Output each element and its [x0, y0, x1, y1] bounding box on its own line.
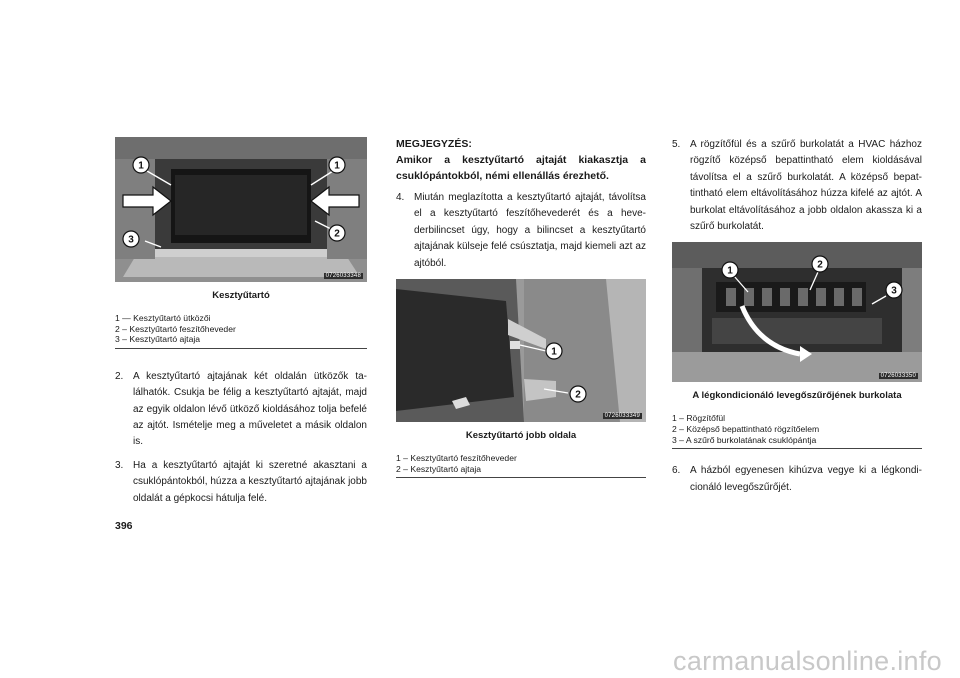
right-column [672, 137, 922, 503]
note-text: Amikor a kesztyűtartó ajtaját kiakasztja a csuklópántokból, némi ellenállás érezhető. [396, 154, 646, 182]
step-number: 4. [396, 192, 405, 203]
filter-cover-illustration [672, 242, 922, 382]
callout-2: 2 [817, 259, 823, 271]
step-text: A kesztyűtartó ajtajának két oldalán ütközők találhatók. Csukja be félig a kesztyűtartó ajtaját, majd az egyik oldalon lévő ütköző kioldásához tolja befelé az ajtót. Ismételje meg a műveletet a másik oldalon is. [133, 370, 367, 448]
note-heading: MEGJEGYZÉS: [396, 138, 472, 150]
legend-item: 3 – Kesztyűtartó ajtaja [115, 334, 201, 345]
step-6 [672, 463, 922, 496]
left-column [115, 137, 367, 514]
figure-code: 0726033350 [880, 373, 916, 380]
step-number: 3. [115, 459, 124, 471]
figure-caption: Kesztyűtartó jobb oldala [465, 430, 577, 442]
callout-1: 1 [551, 346, 557, 358]
step-text: A rögzítőfül és a szűrő burkolatát a HVAC házhoz rögzítő középső bepattintható elem kioldásával távolítsa el a szűrő burkolatát. A középső bepattintható elem eltávolításához húzza kifelé az ajtót. A burkolat eltávolításához a jobb oldalon akassza ki a szűrő burkolatát. [690, 139, 922, 233]
figure-caption: A légkondicionáló levegőszűrőjének burkolata [692, 390, 902, 402]
step-4 [396, 190, 646, 272]
middle-column [396, 137, 646, 478]
legend-item: 2 – Kesztyűtartó ajtaja [396, 463, 482, 474]
callout-1a: 1 [138, 160, 144, 172]
figure-legend [672, 413, 922, 449]
callout-1b: 1 [334, 160, 340, 172]
glovebox-right-figure [396, 279, 646, 422]
callout-2: 2 [334, 228, 340, 240]
figure-code: 0726033348 [325, 273, 361, 279]
glovebox-figure [115, 137, 367, 282]
page-number: 396 [115, 520, 133, 532]
figure-caption: Kesztyűtartó [212, 290, 270, 301]
glovebox-right-illustration [396, 279, 646, 422]
step-text: A házból egyenesen kihúzva vegye ki a légkondicionáló levegőszűrőjét. [690, 465, 922, 493]
step-number: 2. [115, 370, 124, 382]
legend-item: 3 – A szűrő burkolatának csuklópántja [672, 434, 817, 445]
step-3 [115, 458, 367, 507]
legend-item: 2 – Középső bepattintható rögzítőelem [672, 424, 820, 435]
legend-item: 2 – Kesztyűtartó feszítőheveder [115, 323, 236, 334]
step-number: 6. [672, 465, 681, 477]
step-text: Ha a kesztyűtartó ajtaját ki szeretné akasztani a csuklópántokból, húzza a kesztyűtartó ajtajának jobb oldalát a gépkocsi hátulja felé. [133, 459, 367, 504]
watermark-text: carmanualsonline.info [673, 646, 942, 676]
legend-item: 1 – Rögzítőfül [672, 413, 726, 424]
step-5 [672, 137, 922, 235]
glovebox-illustration [115, 137, 367, 282]
step-text: Miután meglazította a kesztyűtartó ajtaját, távolítsa el a kesztyűtartó feszítőhevederét és a hevederbilincset úgy, hogy a bilincset a kesztyűtartó ajtajának külseje felé csúsztatja, majd kiemeli azt az ajtóból. [414, 192, 646, 269]
figure-code: 0726033349 [604, 413, 640, 420]
callout-3: 3 [891, 285, 897, 297]
filter-cover-figure [672, 242, 922, 382]
callout-2: 2 [575, 389, 581, 401]
callout-3: 3 [128, 234, 134, 246]
watermark-bar [0, 642, 960, 678]
legend-item: 1 – Kesztyűtartó feszítőheveder [396, 453, 517, 464]
legend-item: 1 — Kesztyűtartó ütközői [115, 313, 211, 323]
callout-1: 1 [727, 265, 733, 277]
figure-legend [396, 453, 646, 478]
step-2 [115, 369, 367, 451]
figure-legend [115, 313, 367, 349]
step-number: 5. [672, 139, 681, 150]
